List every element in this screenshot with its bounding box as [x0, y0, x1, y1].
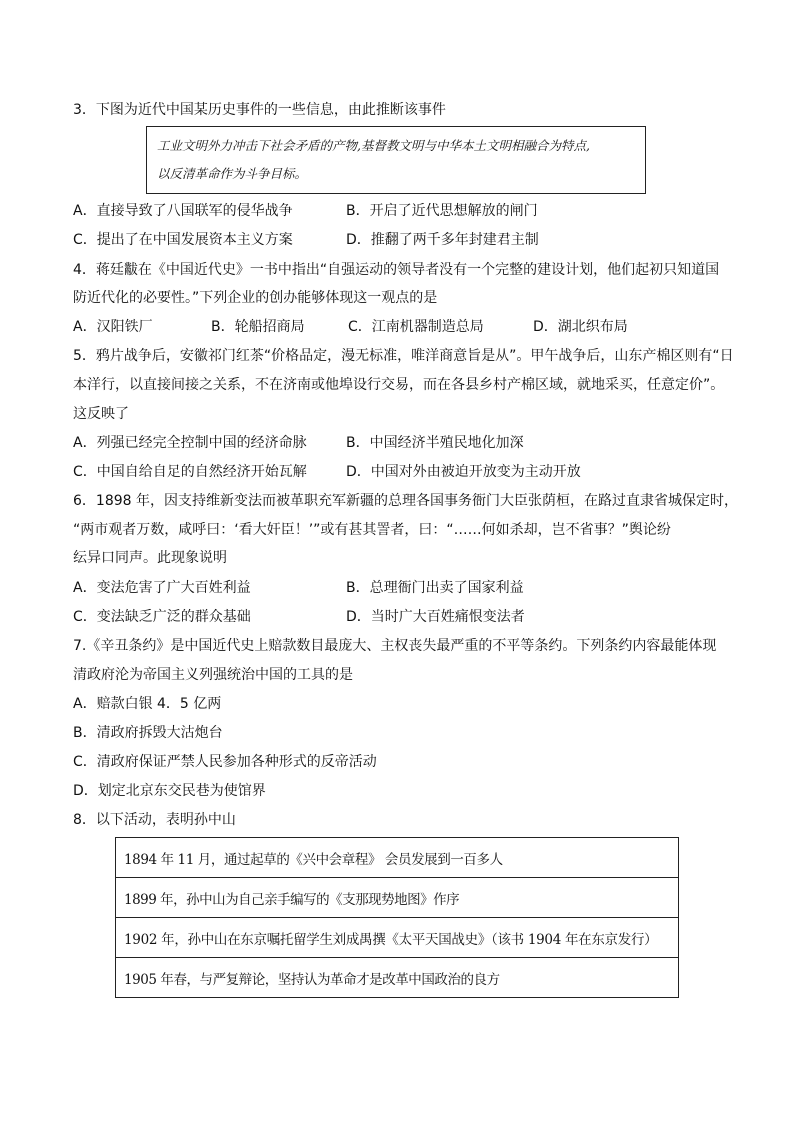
- q8-stem: 8．以下活动，表明孙中山: [73, 812, 236, 828]
- table-row: [116, 958, 679, 998]
- q4-stem-line1: 4．蒋廷黻在《中国近代史》一书中指出“自强运动的领导者没有一个完整的建设计划，他们起初只知道国: [73, 262, 720, 278]
- q3-option-a[interactable]: A．直接导致了八国联军的侵华战争: [73, 203, 293, 219]
- q5-stem-line1: 5．鸦片战争后，安徽祁门红茶“价格品定，漫无标准，唯洋商意旨是从”。甲午战争后，山东产棉区则有“日: [73, 348, 734, 364]
- q8-event-table: [115, 837, 679, 998]
- q5-stem-line2: 本洋行，以直接间接之关系，不在济南或他埠设行交易，而在各县乡村产棉区域，就地采买，任意定价”。: [73, 377, 725, 393]
- q4-option-a[interactable]: A．汉阳铁厂: [73, 319, 153, 335]
- q7-option-b[interactable]: B．清政府拆毁大沽炮台: [73, 725, 223, 741]
- q3-option-c[interactable]: C．提出了在中国发展资本主义方案: [73, 232, 293, 248]
- table-cell: 1902 年，孙中山在东京嘱托留学生刘成禺撰《太平天国战史》（该书 1904 年在东京发行）: [116, 918, 679, 958]
- q6-option-c[interactable]: C．变法缺乏广泛的群众基础: [73, 609, 251, 625]
- table-cell: 1899 年，孙中山为自己亲手编写的《支那现势地图》作序: [116, 878, 679, 918]
- q5-option-b[interactable]: B．中国经济半殖民地化加深: [346, 435, 524, 451]
- q3-option-d[interactable]: D．推翻了两千多年封建君主制: [346, 232, 539, 248]
- q5-stem-line3: 这反映了: [73, 406, 129, 422]
- q7-stem-line1: 7.《辛丑条约》是中国近代史上赔款数目最庞大、主权丧失最严重的不平等条约。下列条约内容最能体现: [73, 638, 717, 654]
- q5-option-c[interactable]: C．中国自给自足的自然经济开始瓦解: [73, 464, 307, 480]
- q4-stem-line2: 防近代化的必要性。”下列企业的创办能够体现这一观点的是: [73, 290, 438, 306]
- q5-option-a[interactable]: A．列强已经完全控制中国的经济命脉: [73, 435, 307, 451]
- q6-stem-line2: “两市观者万数，咸呼曰：‘看大奸臣！’”或有甚其詈者，曰：“……何如杀却，岂不省事？”舆论纷: [73, 522, 671, 538]
- q3-quote-box: [146, 126, 646, 194]
- q6-option-b[interactable]: B．总理衙门出卖了国家利益: [346, 580, 524, 596]
- q6-option-a[interactable]: A．变法危害了广大百姓利益: [73, 580, 251, 596]
- q3-stem: 3．下图为近代中国某历史事件的一些信息，由此推断该事件: [73, 102, 446, 118]
- table-row: [116, 838, 679, 878]
- q6-option-d[interactable]: D．当时广大百姓痛恨变法者: [346, 609, 525, 625]
- q6-stem-line3: 纭异口同声。此现象说明: [73, 550, 227, 566]
- q3-option-b[interactable]: B．开启了近代思想解放的闸门: [346, 203, 538, 219]
- q7-stem-line2: 清政府沦为帝国主义列强统治中国的工具的是: [73, 667, 353, 683]
- q4-option-d[interactable]: D．湖北织布局: [533, 319, 628, 335]
- q7-option-d[interactable]: D．划定北京东交民巷为使馆界: [73, 783, 266, 799]
- table-row: [116, 878, 679, 918]
- q7-option-a[interactable]: A．赔款白银 4．5 亿两: [73, 696, 222, 712]
- q3-quote-line2: 以反清革命作为斗争目标。: [157, 166, 308, 181]
- table-cell: 1894 年 11 月，通过起草的《兴中会章程》 会员发展到一百多人: [116, 838, 679, 878]
- q3-quote-line1: 工业文明外力冲击下社会矛盾的产物,基督教文明与中华本土文明相融合为特点,: [157, 138, 590, 153]
- q4-option-b[interactable]: B．轮船招商局: [211, 319, 305, 335]
- q5-option-d[interactable]: D．中国对外由被迫开放变为主动开放: [346, 464, 581, 480]
- table-row: [116, 918, 679, 958]
- q7-option-c[interactable]: C．清政府保证严禁人民参加各种形式的反帝活动: [73, 754, 377, 770]
- table-cell: 1905 年春，与严复辩论，坚持认为革命才是改革中国政治的良方: [116, 958, 679, 998]
- q4-option-c[interactable]: C．江南机器制造总局: [348, 319, 484, 335]
- q6-stem-line1: 6．1898 年，因支持维新变法而被革职充军新疆的总理各国事务衙门大臣张荫桓，在路过直隶省城保定时，: [73, 493, 738, 509]
